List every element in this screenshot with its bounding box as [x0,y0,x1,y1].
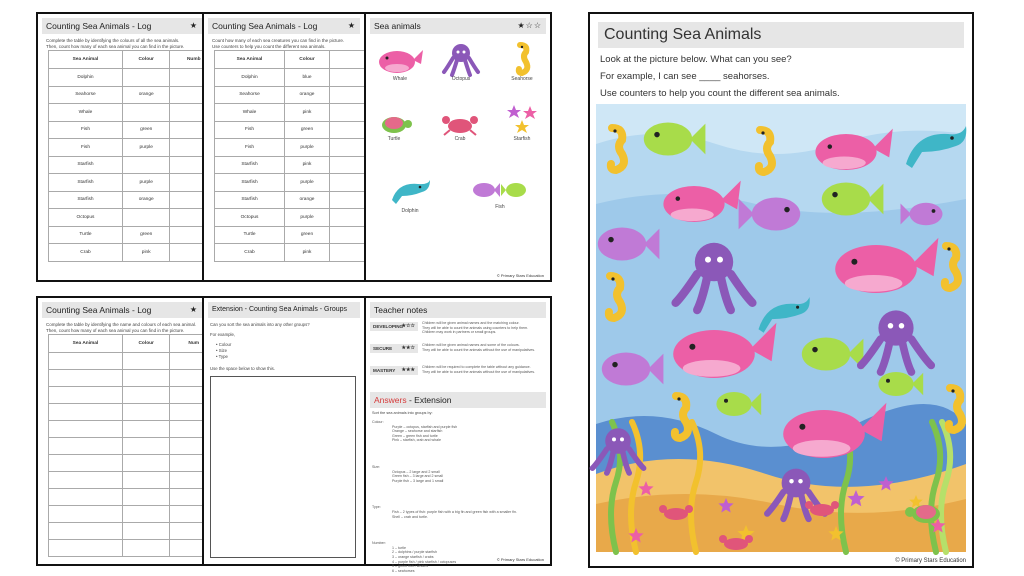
colour-cell: purple [285,174,330,192]
colour-cell: purple [285,139,330,157]
whale-card: Whale [374,42,426,82]
table-row [49,523,218,540]
animal-cell: Whale [215,104,285,122]
fish-icon [468,176,532,204]
table-row [215,156,374,174]
table-row [49,191,218,209]
table-row [215,174,374,192]
crab-icon [440,110,480,136]
table-row [215,104,374,122]
table-row [49,226,218,244]
animal-cell: Starfish [49,174,123,192]
extension-bullets: • Colour • Size • Type [216,342,232,359]
animal-cell: Seahorse [49,86,123,104]
animal-cell: Starfish [215,191,285,209]
seahorse-icon [510,42,534,76]
animal-cell[interactable] [49,438,123,455]
colour-cell: purple [122,139,170,157]
footer-copyright: © Primary Stars Education [895,558,966,564]
turtle-card: Turtle [374,110,414,142]
table-row [49,244,218,262]
answer-box[interactable] [210,376,356,558]
log-table [48,50,218,262]
extension-intro: Can you sort the sea animals into any other groups? [210,322,310,327]
colour-cell[interactable] [122,438,170,455]
answer-group: Type: Fish – 2 types of fish: purple fish with a big fin and green fish with a smaller fin. Shell – crab and turtle. [372,505,518,519]
colour-cell[interactable] [122,523,170,540]
colour-cell: green [285,121,330,139]
colour-cell[interactable] [122,540,170,557]
table-row [49,69,218,87]
footer-copyright: © Primary Stars Education [496,557,544,562]
instructions: Complete the table by identifying the colours of all the sea animals. Then, count how many of each sea animal you can find in the picture. [46,38,185,49]
star-rating-icon: ★ [189,305,198,314]
log-page-2 [202,12,366,282]
table-row [215,139,374,157]
extension-prompt: Use the space below to show this. [210,366,275,371]
teacher-notes-page [364,296,552,573]
animal-cell: Octopus [49,209,123,227]
table-row [49,209,218,227]
main-picture-page [588,12,974,568]
animal-cell[interactable] [49,523,123,540]
column-header: Colour [285,51,330,69]
extension-page [202,296,366,566]
table-row [215,226,374,244]
table-row [215,244,374,262]
colour-cell [122,156,170,174]
animal-cell: Starfish [49,191,123,209]
table-row [215,121,374,139]
extension-example: For example, [210,332,236,337]
colour-cell[interactable] [122,387,170,404]
turtle-icon [376,110,412,136]
animal-cell: Starfish [215,156,285,174]
sea-scene [596,104,966,552]
answer-group: Colour: Purple – octopus, starfish and purple fish Orange – seahorse and starfish Green – green fish and turtle Pink – starfish, crab and whale [372,420,458,443]
table-row [49,104,218,122]
octopus-icon [441,42,481,76]
level-developing: DEVELOPING ★☆☆ [370,322,418,331]
starfish-card: Starfish [502,104,542,142]
animal-cell[interactable] [49,540,123,557]
star-rating-icon: ★ [347,21,356,30]
column-header: Numb [170,51,218,69]
star-rating-icon: ★ [189,21,198,30]
colour-cell[interactable] [122,353,170,370]
level-description: Children will be given animal names and some of the colours. They will be able to count the animals without the use of manipulatives. [422,343,536,352]
table-row [49,489,218,506]
animal-cell[interactable] [49,370,123,387]
table-row [49,404,218,421]
animal-cell[interactable] [49,506,123,523]
instruction-2: For example, I can see ____ seahorses. [600,71,770,82]
answers-intro: Sort the sea animals into groups by: [372,411,433,415]
colour-cell[interactable] [122,421,170,438]
colour-cell[interactable] [122,489,170,506]
level-mastery: MASTERY ★★★ [370,366,418,375]
instructions: Complete the table by identifying the name and colours of each sea animal. Then, count how many of each sea animal you can find in the picture. [46,322,197,333]
column-header: Sea Animal [49,335,123,353]
column-header: Colour [122,335,170,353]
page-header: Sea animals ★☆☆ [370,18,546,34]
table-row [49,438,218,455]
table-row [215,69,374,87]
page-header: Extension - Counting Sea Animals - Groups [208,302,360,318]
colour-cell[interactable] [122,472,170,489]
starfish-icon [505,104,539,136]
animal-cell: Dolphin [49,69,123,87]
star-rating-icon: ★★☆ [401,345,415,351]
table-row [215,86,374,104]
colour-cell [122,104,170,122]
table-row [49,174,218,192]
colour-cell: green [122,226,170,244]
animal-cell[interactable] [49,472,123,489]
animal-cell[interactable] [49,421,123,438]
animal-cell: Turtle [215,226,285,244]
colour-cell: orange [285,191,330,209]
level-description: Children will be required to complete the table without any guidance. They will be able to count the animals without the use of manipulatives. [422,365,536,374]
star-rating-icon: ★☆☆ [401,323,415,329]
colour-cell[interactable] [122,370,170,387]
animal-cell: Whale [49,104,123,122]
colour-cell: green [122,121,170,139]
log-page-3 [36,296,208,566]
animal-cell: Fish [215,121,285,139]
colour-cell: pink [122,244,170,262]
colour-cell: pink [285,244,330,262]
animal-cell: Starfish [215,174,285,192]
page-header: Counting Sea Animals - Log ★ [42,302,202,318]
page-header: Counting Sea Animals - Log ★ [42,18,202,34]
table-row [49,121,218,139]
answer-group: Size: Octopus – 2 large and 2 small Green fish – 3 large and 2 small Purple fish – 3 large and 1 small [372,465,444,483]
table-row [215,191,374,209]
star-rating-icon: ★★★ [401,367,415,373]
animal-cell: Turtle [49,226,123,244]
page-header: Teacher notes [370,302,546,318]
seahorse-card: Seahorse [500,42,544,82]
colour-cell: green [285,226,330,244]
animal-cell: Fish [49,139,123,157]
page-header: Counting Sea Animals - Log ★ [208,18,360,34]
table-row [49,421,218,438]
level-description: Children will be given animal names and the matching colour. They will be able to count the animals using counters to help them. Children may work in partners or small groups. [422,321,529,334]
table-row [49,540,218,557]
colour-cell[interactable] [122,506,170,523]
octopus-card: Octopus [438,42,484,82]
log-table [214,50,374,262]
answers-header: Answers - Extension [370,392,546,408]
whale-icon [375,42,425,76]
dolphin-card: Dolphin [386,176,434,214]
table-row [49,86,218,104]
animal-cell: Fish [215,139,285,157]
colour-cell: pink [285,156,330,174]
colour-cell: blue [285,69,330,87]
colour-cell[interactable] [122,404,170,421]
footer-copyright: © Primary Stars Education [496,273,544,278]
colour-cell [122,209,170,227]
table-row [49,472,218,489]
animal-cell: Crab [49,244,123,262]
colour-cell: purple [285,209,330,227]
table-row [49,455,218,472]
animal-cell[interactable] [49,489,123,506]
column-header: Num [170,335,218,353]
sea-animals-page [364,12,552,282]
colour-cell[interactable] [122,455,170,472]
instructions: Count how many of each sea creatures you can find in the picture. Use counters to help you count the different sea animals. [212,38,345,49]
colour-cell: orange [285,86,330,104]
animal-cell: Fish [49,121,123,139]
instruction-1: Look at the picture below. What can you see? [600,54,792,65]
animal-cell[interactable] [49,404,123,421]
column-header: Sea Animal [49,51,123,69]
table-row [49,506,218,523]
table-row [215,209,374,227]
crab-card: Crab [436,110,484,142]
answer-group: Number: 1 – turtle 2 – dolphins / purple starfish 3 – orange starfish / crabs 4 – purple fish / pink starfish / octopuses 5 – green fish / whales 6 – seahorses [372,541,457,573]
dolphin-icon [388,176,432,208]
colour-cell: orange [122,191,170,209]
fish-card: Fish [466,176,534,210]
table-row [49,139,218,157]
page-title: Counting Sea Animals [598,22,964,48]
table-row [49,353,218,370]
animal-cell: Crab [215,244,285,262]
log-page-1 [36,12,208,282]
table-row [49,370,218,387]
animal-cell[interactable] [49,387,123,404]
animal-cell: Starfish [49,156,123,174]
colour-cell: orange [122,86,170,104]
animal-cell: Octopus [215,209,285,227]
instruction-3: Use counters to help you count the different sea animals. [600,88,840,99]
colour-cell: pink [285,104,330,122]
table-row [49,156,218,174]
star-rating-icon: ★☆☆ [517,21,542,30]
table-row [49,387,218,404]
log-table [48,334,218,557]
colour-cell [122,69,170,87]
column-header: Colour [122,51,170,69]
colour-cell: purple [122,174,170,192]
animal-cell: Seahorse [215,86,285,104]
animal-cell[interactable] [49,353,123,370]
animal-cell: Dolphin [215,69,285,87]
column-header: Sea Animal [215,51,285,69]
level-secure: SECURE ★★☆ [370,344,418,353]
animal-cell[interactable] [49,455,123,472]
